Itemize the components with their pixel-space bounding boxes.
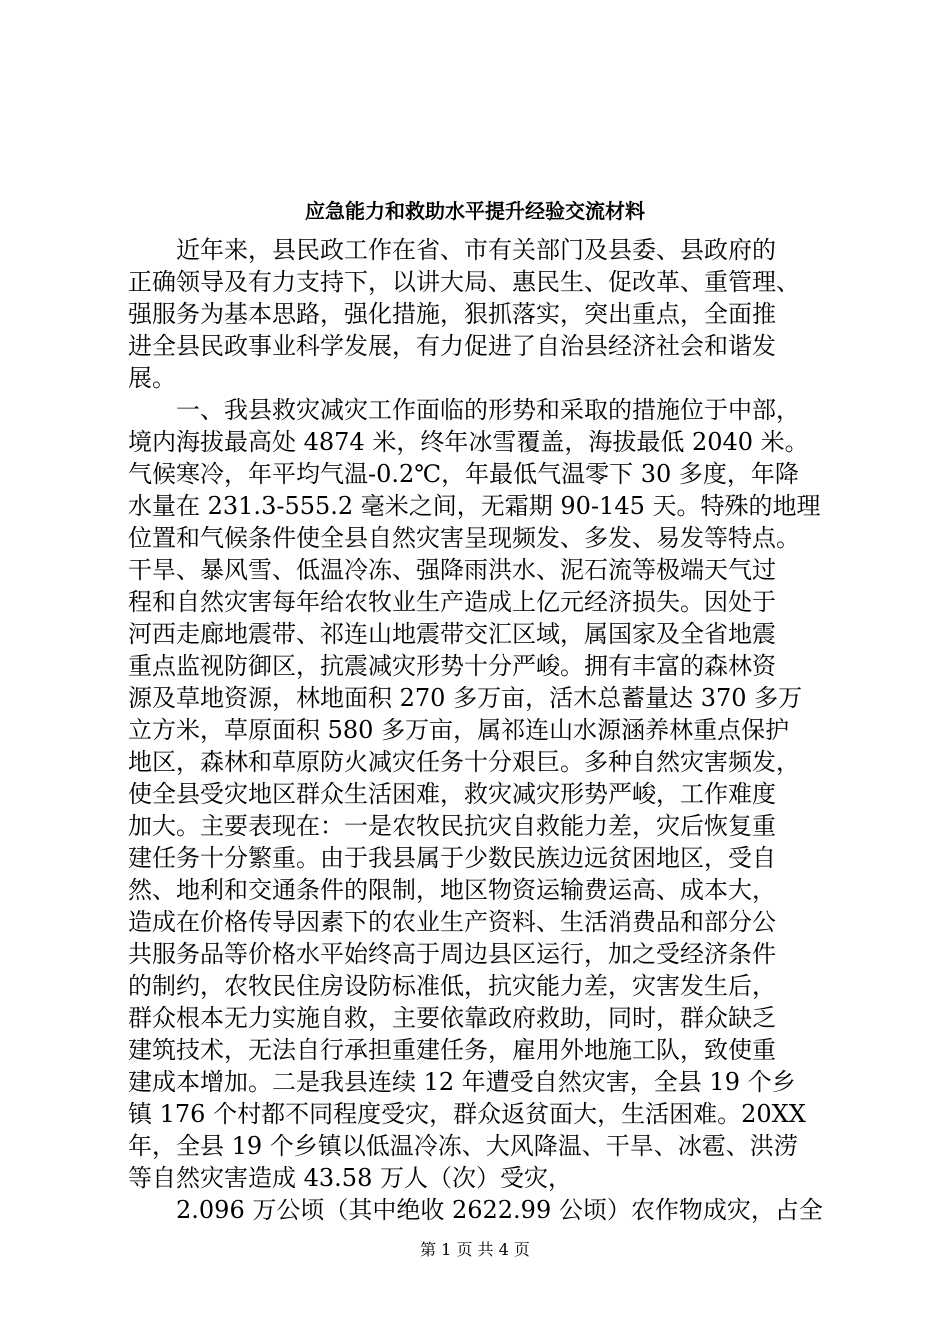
page-footer: 第 1 页 共 4 页: [420, 1240, 530, 1259]
text-line: 进全县民政事业科学发展，有力促进了自治县经济社会和谐发: [128, 332, 776, 360]
text-line: 地区，森林和草原防火减灾任务十分艰巨。多种自然灾害频发，: [128, 748, 800, 776]
text-line: 气候寒冷，年平均气温-0.2℃，年最低气温零下 30 多度，年降: [128, 460, 799, 488]
text-line: 建成本增加。二是我县连续 12 年遭受自然灾害，全县 19 个乡: [128, 1068, 796, 1096]
text-line: 群众根本无力实施自救，主要依靠政府救助，同时，群众缺乏: [128, 1004, 776, 1032]
text-line: 境内海拔最高处 4874 米，终年冰雪覆盖，海拔最低 2040 米。: [128, 428, 809, 456]
text-line: 水量在 231.3-555.2 毫米之间，无霜期 90-145 天。特殊的地理: [128, 492, 821, 520]
text-line: 一、我县救灾减灾工作面临的形势和采取的措施位于中部，: [176, 396, 800, 424]
text-line: 2.096 万公顷（其中绝收 2622.99 公顷）农作物成灾，占全: [176, 1196, 823, 1224]
text-line: 造成在价格传导因素下的农业生产资料、生活消费品和部分公: [128, 908, 776, 936]
text-line: 建筑技术，无法自行承担重建任务，雇用外地施工队，致使重: [128, 1036, 776, 1064]
text-line: 加大。主要表现在：一是农牧民抗灾自救能力差，灾后恢复重: [128, 812, 776, 840]
text-line: 等自然灾害造成 43.58 万人（次）受灾，: [128, 1164, 572, 1192]
text-line: 镇 176 个村都不同程度受灾，群众返贫面大，生活困难。20XX: [128, 1100, 806, 1128]
text-line: 然、地利和交通条件的限制，地区物资运输费运高、成本大，: [128, 876, 776, 904]
text-line: 正确领导及有力支持下，以讲大局、惠民生、促改革、重管理、: [128, 268, 800, 296]
text-line: 近年来，县民政工作在省、市有关部门及县委、县政府的: [176, 236, 776, 264]
text-line: 使全县受灾地区群众生活困难，救灾减灾形势严峻，工作难度: [128, 780, 776, 808]
document-body: [128, 234, 848, 1226]
text-line: 源及草地资源，林地面积 270 多万亩，活木总蓄量达 370 多万: [128, 684, 803, 712]
text-line: 位置和气候条件使全县自然灾害呈现频发、多发、易发等特点。: [128, 524, 800, 552]
text-line: 的制约，农牧民住房设防标准低，抗灾能力差，灾害发生后，: [128, 972, 776, 1000]
text-line: 立方米，草原面积 580 多万亩，属祁连山水源涵养林重点保护: [128, 716, 790, 744]
text-line: 展。: [128, 364, 176, 392]
text-line: 强服务为基本思路，强化措施，狠抓落实，突出重点，全面推: [128, 300, 776, 328]
text-line: 干旱、暴风雪、低温冷冻、强降雨洪水、泥石流等极端天气过: [128, 556, 776, 584]
text-line: 程和自然灾害每年给农牧业生产造成上亿元经济损失。因处于: [128, 588, 776, 616]
text-line: 河西走廊地震带、祁连山地震带交汇区域，属国家及全省地震: [128, 620, 776, 648]
text-line: 共服务品等价格水平始终高于周边县区运行，加之受经济条件: [128, 940, 776, 968]
text-line: 重点监视防御区，抗震减灾形势十分严峻。拥有丰富的森林资: [128, 652, 776, 680]
text-line: 年，全县 19 个乡镇以低温冷冻、大风降温、干旱、冰雹、洪涝: [128, 1132, 798, 1160]
text-line: 建任务十分繁重。由于我县属于少数民族边远贫困地区，受自: [128, 844, 776, 872]
document-title: 应急能力和救助水平提升经验交流材料: [305, 199, 645, 223]
